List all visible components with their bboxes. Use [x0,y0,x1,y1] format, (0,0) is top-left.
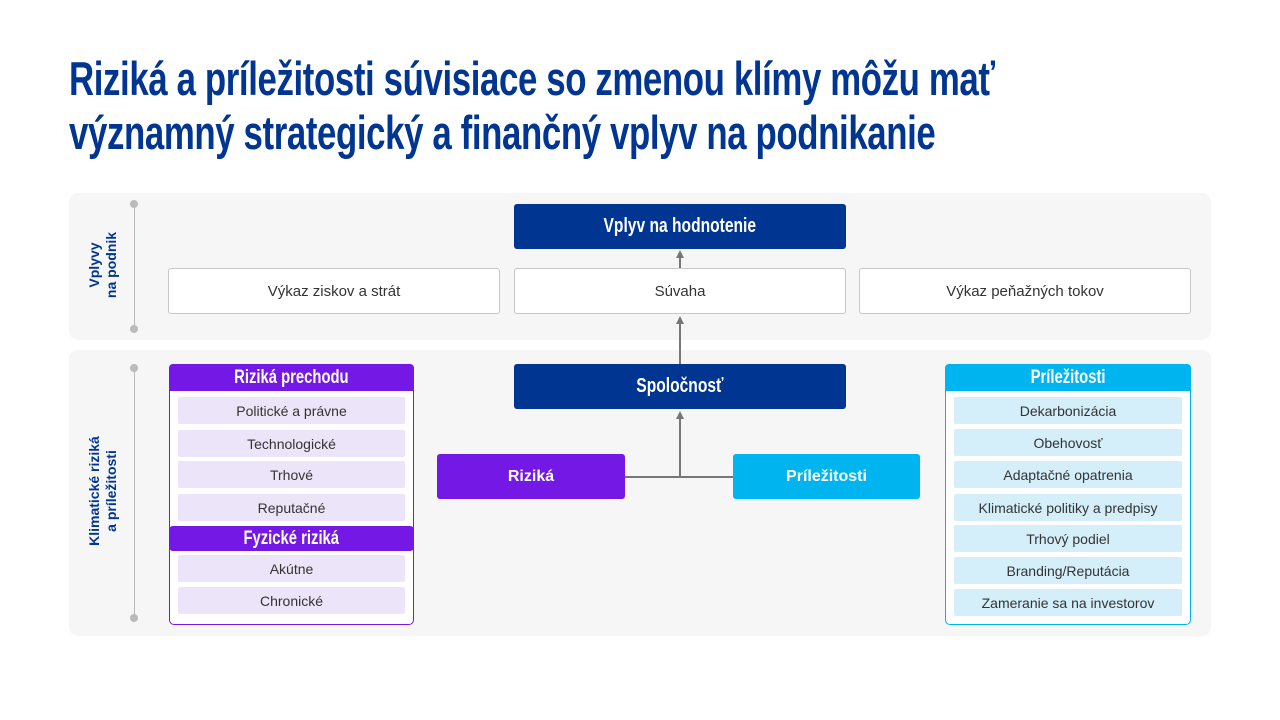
divider [134,204,135,330]
connector [679,322,681,364]
opportunities-box [733,454,920,499]
item-label: Adaptačné opatrenia [1003,466,1133,483]
list-item [178,555,405,582]
physical-risks-header [169,526,414,551]
title-line-1: Riziká a príležitosti súvisiace so zmenou klímy môžu mať [69,52,995,105]
opportunities-label: Príležitosti [786,467,867,485]
group-title: Príležitosti [1030,366,1106,388]
divider [134,368,135,618]
statement-label: Výkaz ziskov a strát [267,282,401,300]
statement-label: Výkaz peňažných tokov [946,282,1104,300]
transition-risks-header [169,364,414,391]
opportunities-header [945,364,1191,391]
list-item [954,525,1182,552]
divider-dot [130,364,138,372]
statement-balance [514,268,846,314]
divider-dot [130,614,138,622]
list-item [178,461,405,488]
impacts-label [86,215,120,315]
risks-box [437,454,625,499]
arrow-up-icon [676,411,684,419]
item-label: Akútne [269,560,314,577]
item-label: Reputačné [257,499,326,516]
arrow-up-icon [676,316,684,324]
label-line: na podnik [103,231,119,299]
item-label: Politické a právne [236,402,347,419]
connector [679,418,681,478]
item-label: Trhové [269,466,314,483]
item-label: Chronické [259,592,324,609]
label-line: a príležitosti [103,450,119,532]
list-item [954,589,1182,616]
company-label: Spoločnosť [636,375,724,397]
list-item [954,557,1182,584]
item-label: Trhový podiel [1026,530,1110,547]
statement-label: Súvaha [654,282,706,300]
title-line-2: významný strategický a finančný vplyv na podnikanie [69,106,936,159]
connector [625,476,733,478]
group-title: Riziká prechodu [234,366,349,388]
risks-label: Riziká [507,467,555,485]
divider-dot [130,200,138,208]
risks-group [169,364,414,625]
item-label: Dekarbonizácia [1019,402,1117,419]
list-item [954,397,1182,424]
label-line: Klimatické riziká [86,436,102,546]
list-item [178,494,405,521]
item-label: Klimatické politiky a predpisy [978,499,1158,516]
list-item [954,429,1182,456]
climate-label [86,416,120,566]
page-title [69,52,995,160]
divider-dot [130,325,138,333]
list-item [178,587,405,614]
company-box [514,364,846,409]
statement-income [168,268,500,314]
item-label: Branding/Reputácia [1006,562,1130,579]
statement-cashflow [859,268,1191,314]
valuation-box [514,204,846,249]
item-label: Obehovosť [1033,434,1103,451]
list-item [954,494,1182,521]
group-title: Fyzické riziká [243,527,340,549]
list-item [178,430,405,457]
label-line: Vplyvy [86,242,102,288]
valuation-label: Vplyv na hodnotenie [603,215,757,237]
list-item [954,461,1182,488]
list-item [178,397,405,424]
item-label: Technologické [247,435,336,452]
item-label: Zameranie sa na investorov [981,594,1155,611]
opportunities-group [945,364,1191,625]
arrow-up-icon [676,250,684,258]
